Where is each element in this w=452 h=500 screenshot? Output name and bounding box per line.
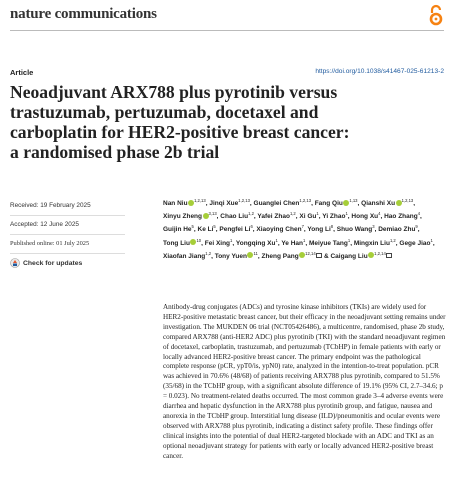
author-name[interactable]: [219, 226, 252, 233]
author-name-text: Chao Liu: [220, 213, 249, 221]
journal-name: nature communications: [10, 6, 157, 22]
author-name-text: Fang Qiu: [314, 200, 343, 207]
header-divider: [10, 30, 444, 31]
author-affiliation: 1,13: [349, 198, 358, 203]
email-icon[interactable]: [316, 253, 322, 258]
author-name-text: Yong Li: [307, 226, 331, 234]
author-name[interactable]: [204, 237, 233, 247]
author-name-text: Meiyue Tang: [308, 239, 348, 247]
author-name[interactable]: [361, 200, 413, 207]
author-name-text: Hong Xu: [351, 213, 379, 221]
author-name-text: Zheng Pang: [261, 252, 299, 260]
author-name-text: Xinyu Zheng: [163, 213, 202, 221]
author-affiliation: 1,2,13: [238, 198, 250, 203]
author-name-text: Nan Niu: [163, 200, 188, 207]
author-affiliation: 1,2,14: [374, 250, 386, 256]
author-name[interactable]: [257, 213, 295, 220]
author-name-text: Qianshi Xu: [361, 200, 396, 207]
author-name[interactable]: [214, 250, 258, 260]
author-affiliation: 10: [196, 237, 202, 243]
author-name[interactable]: [209, 200, 250, 207]
author-name[interactable]: [163, 226, 194, 233]
abstract-text: Antibody-drug conjugates (ADCs) and tyrosine kinase inhibitors (TKIs) are widely used for HER2-positive metastatic breast cancer, but their efficacy in the neoadjuvant setting remains under investigation. The MUKDEN 06 trial (NCT05426486), a multicentre, randomised, phase 2b study, compared ARX788 (anti-HER2 ADC) plus pyrotinib (TKI) with the standard neoadjuvant regimen of docetaxel, carboplatin, trastuzumab, and pertuzumab (TCbHP) in female patients with early or locally advanced HER2-positive breast cancer. The primary endpoint was the pathological complete response (pCR, ypT0/is, ypN0) rate, analyzed in the intention-to-treat population. pCR was achieved in 70.6% (48/68) of patients receiving ARX788 plus pyrotinib, compared to 51.5% (35/68) in the TCbHP group, with a significant absolute difference of 19.1% (95% CI, 2.7–34.6; p = 0.023). No treatment-related deaths occurred. The most common grade 3–4 adverse events were diarrhea and hepatic dysfunction in the ARX788 plus pyrotinib group, and fatigue, nausea and anorexia in the TCbHP group. Interstitial lung disease (ILD)/pneumonitis and ocular events were observed with ARX788 plus pyrotinib, indicating a distinct safety profile. These findings offer clinical insights into the potential of dual HER2-targeted blockade with an ADC and TKI as an optional neoadjuvant strategy for patients with early or locally advanced HER2-positive breast cancer.: [163, 303, 446, 460]
author-name[interactable]: [378, 226, 418, 233]
author-name[interactable]: [351, 213, 380, 220]
author-name-text: Xi Gu: [299, 213, 317, 221]
check-for-updates-label: Check for updates: [23, 259, 83, 267]
article-dates: [10, 197, 125, 268]
article-type: Article: [10, 68, 34, 77]
author-name-text: Guijin He: [163, 226, 192, 234]
author-name[interactable]: [163, 213, 217, 220]
author-name[interactable]: [315, 200, 358, 207]
received-date: Received: 19 February 2025: [10, 197, 125, 216]
author-affiliation: 1,2,13: [401, 198, 414, 203]
author-affiliation: 12,14: [305, 250, 316, 256]
author-affiliation: 9: [415, 224, 418, 230]
author-affiliation: 7: [301, 224, 304, 230]
author-affiliation: 4: [378, 211, 381, 217]
article-title: [10, 82, 440, 162]
author-affiliation: 8: [330, 224, 334, 230]
title-line: a randomised phase 2b trial: [10, 142, 220, 162]
author-affiliation: 11: [253, 250, 258, 256]
open-access-icon[interactable]: [428, 4, 444, 26]
published-date: Published online: 01 July 2025: [10, 235, 125, 254]
author-name-text: Jinqi Xue: [209, 200, 239, 207]
author-name[interactable]: [163, 200, 206, 207]
author-name[interactable]: [337, 226, 375, 233]
author-name-text: Tong Liu: [163, 239, 190, 247]
check-for-updates-button[interactable]: [10, 258, 125, 268]
author-affiliation: 6: [250, 224, 253, 230]
author-name[interactable]: [256, 226, 304, 233]
author-name-text: Yongqing Xu: [235, 239, 276, 247]
author-affiliation: 5: [191, 224, 194, 230]
author-affiliation: 1,2,13: [194, 198, 206, 203]
author-name[interactable]: [384, 213, 420, 220]
author-affiliation: 1: [345, 211, 348, 217]
author-name[interactable]: [220, 213, 254, 220]
doi-link[interactable]: https://doi.org/10.1038/s41467-025-61213-2: [315, 68, 444, 75]
author-name-text: Tony Yuen: [214, 252, 247, 260]
author-affiliation: 4: [417, 211, 421, 217]
author-name[interactable]: [307, 226, 333, 233]
author-name[interactable]: [235, 237, 278, 247]
title-line: trastuzumab, pertuzumab, docetaxel and: [10, 102, 319, 122]
author-affiliation: 1,2: [248, 211, 254, 217]
author-affiliation: 1,2,13: [299, 198, 312, 203]
check-for-updates-icon: [10, 258, 20, 268]
author-affiliation: 1,2: [289, 211, 296, 217]
author-name-text: Yafei Zhao: [257, 213, 290, 221]
author-affiliation: 1,2: [389, 237, 396, 243]
title-line: Neoadjuvant ARX788 plus pyrotinib versus: [10, 82, 338, 102]
author-affiliation: 1: [430, 237, 433, 243]
author-affiliation: 1,2: [205, 250, 212, 256]
author-name-text: Guanglei Chen: [253, 200, 300, 207]
author-name-text: Yi Zhao: [322, 213, 346, 221]
author-name[interactable]: [330, 250, 392, 260]
author-name-text: Mingxin Liu: [353, 239, 390, 247]
author-name-text: Hao Zhang: [384, 213, 418, 221]
email-icon[interactable]: [386, 253, 392, 258]
author-name-text: Ye Han: [281, 239, 303, 247]
author-affiliation: 3,13: [208, 211, 217, 217]
author-affiliation: 1: [303, 237, 306, 243]
author-name[interactable]: [281, 237, 306, 247]
author-affiliation: 1: [347, 237, 351, 243]
author-name[interactable]: [299, 213, 318, 220]
author-name[interactable]: [198, 226, 216, 233]
author-name-text: Xiaoying Chen: [256, 226, 302, 234]
author-name-text: Xiaofan Jiang: [163, 252, 206, 260]
author-name[interactable]: [308, 237, 351, 247]
author-name[interactable]: [399, 237, 433, 247]
author-name[interactable]: [254, 200, 312, 207]
author-name-text: Pengfei Li: [219, 226, 251, 234]
author-name-text: Demiao Zhu: [378, 226, 416, 234]
author-affiliation: 5: [213, 224, 216, 230]
author-name-text: Caigang Liu: [330, 252, 368, 260]
author-name-text: Fei Xing: [204, 239, 231, 247]
author-affiliation: 1: [316, 211, 319, 217]
author-affiliation: 1: [275, 237, 278, 243]
author-name-text: Shuo Wang: [336, 226, 373, 234]
author-name-text: Gege Jiao: [399, 239, 431, 247]
author-name[interactable]: [261, 250, 322, 260]
author-list: Nan Niu $^{1,2,13}$, Jinqi Xue$^{1,2,13}$, Guanglei Chen$^{1,2,13}$, Fang Qiu $^{1,13}$, Qianshi Xu $^{1,2,13}$, Xinyu Zheng $^{3,13}$, Chao Liu$^{1,2}$, Yafei Zhao$^{1,2}$, Xi Gu$^1$, Yi Zhao$^1$, Hong Xu$^4$, Hao Zhang$^4$, Guijin He$^5$, Ke Li$^5$, Pengfei Li$^6$, Xiaoying Chen$^7$, Yong Li$^8$, Shuo Wang$^3$, Demiao Zhu$^9$, Tong Liu $^{10}$, Fei Xing$^1$, Yongqing Xu$^1$, Ye Han$^1$, Meiyue Tang$^1$, Mingxin Liu$^{1,2}$, Gege Jiao$^1$, Xiaofan Jiang$^{1,2}$, Tony Yuen $^{11}$, Zheng Pang $^{12,14}$ & Caigang Liu $^{1,2,14}$: [163, 198, 435, 260]
author-affiliation: 1: [230, 237, 233, 243]
author-name[interactable]: [163, 237, 202, 247]
accepted-date: Accepted: 12 June 2025: [10, 216, 125, 235]
author-name[interactable]: [322, 213, 348, 220]
author-name-text: Ke Li: [197, 226, 214, 234]
author-name[interactable]: [353, 237, 396, 247]
author-affiliation: 3: [372, 224, 375, 230]
author-name[interactable]: [163, 250, 212, 260]
title-line: carboplatin for HER2-positive breast cancer:: [10, 122, 350, 142]
